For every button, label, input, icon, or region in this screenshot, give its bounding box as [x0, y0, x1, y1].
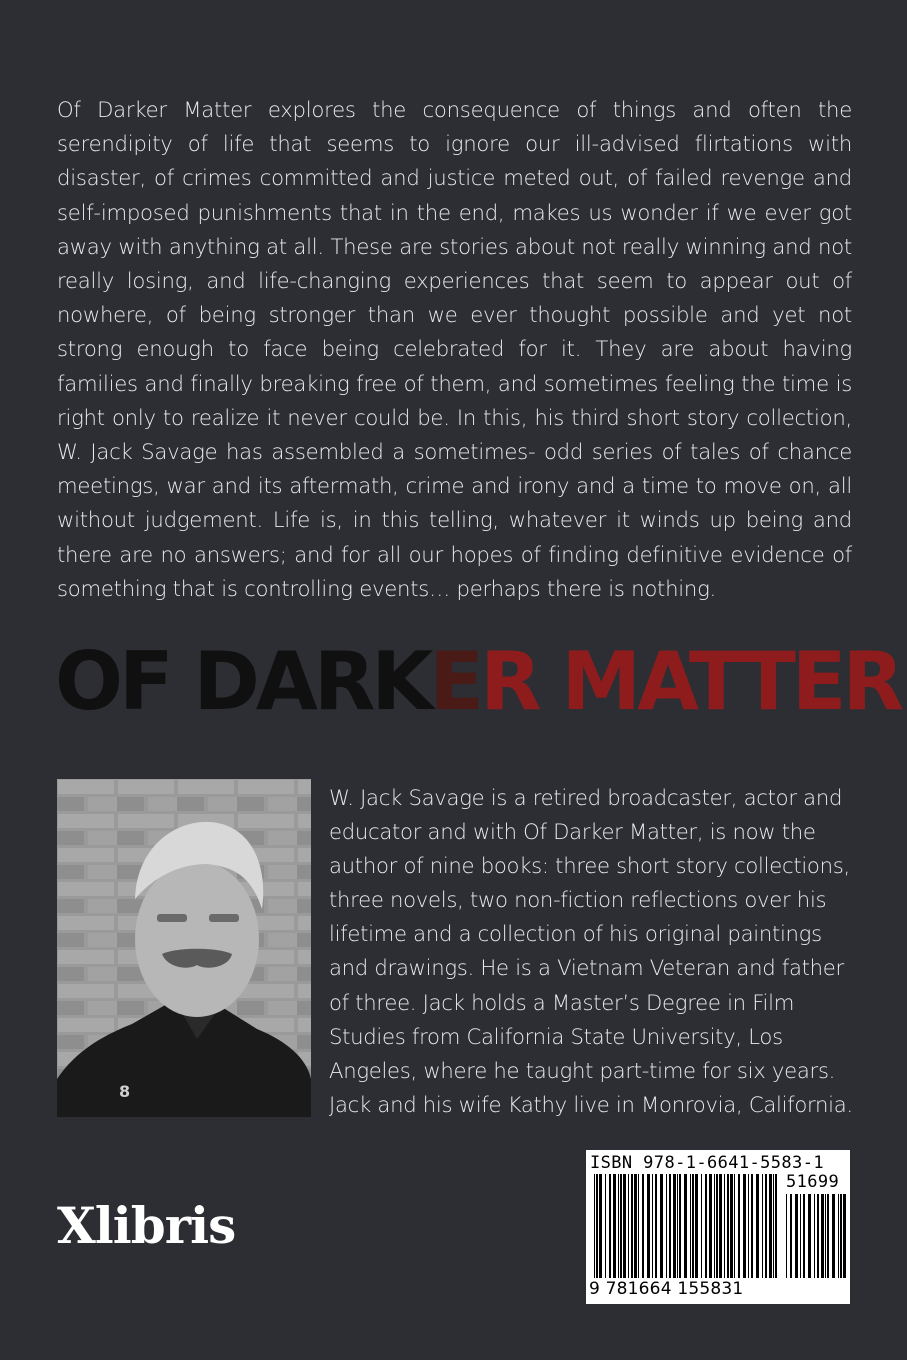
title-dark-part: OF DARK [55, 635, 430, 728]
title-transition-part: E [429, 635, 481, 728]
ean-digits: 9 781664 155831 [589, 1279, 744, 1299]
isbn-text: ISBN 978-1-6641-5583-1 [590, 1153, 824, 1173]
publisher-logo: Xlibris [57, 1196, 236, 1255]
author-photo [57, 779, 311, 1117]
svg-text:8: 8 [119, 1082, 131, 1101]
book-title [55, 635, 901, 728]
price-code: 51699 [786, 1172, 840, 1192]
isbn-barcode [586, 1150, 850, 1304]
back-cover-blurb: Of Darker Matter explores the consequence of things and often the serendipity of life that seems to ignore our ill-advised flirtations with disaster, of crimes committed and justice meted out, of failed revenge and self-imposed punishments that in the end, makes us wonder if we ever got away with anything at all. These are stories about not really winning and not really losing, and life-changing experiences that seem to appear out of nowhere, of being stronger than we ever thought possible and yet not strong enough to face being celebrated for it. They are about having families and finally breaking free of them, and sometimes feeling the time is right only to realize it never could be. In this, his third short story collection, W. Jack Savage has assembled a sometimes- odd series of tales of chance meetings, war and its aftermath, crime and irony and a time to move on, all without judgement. Life is, in this telling, whatever it winds up being and there are no answers; and for all our hopes of finding definitive evidence of something that is controlling events… perhaps there is nothing. [57, 97, 852, 601]
title-red-part: R MATTER [480, 635, 901, 728]
author-bio: W. Jack Savage is a retired broadcaster, actor and educator and with Of Darker Matter, is now the author of nine books: three short story collections, three novels, two non-fiction reflections over his lifetime and a collection of his original paintings and drawings. He is a Vietnam Veteran and father of three. Jack holds a Master’s Degree in Film Studies from California State University, Los Angeles, where he taught part-time for six years. Jack and his wife Kathy live in Monrovia, California. [329, 785, 853, 1117]
